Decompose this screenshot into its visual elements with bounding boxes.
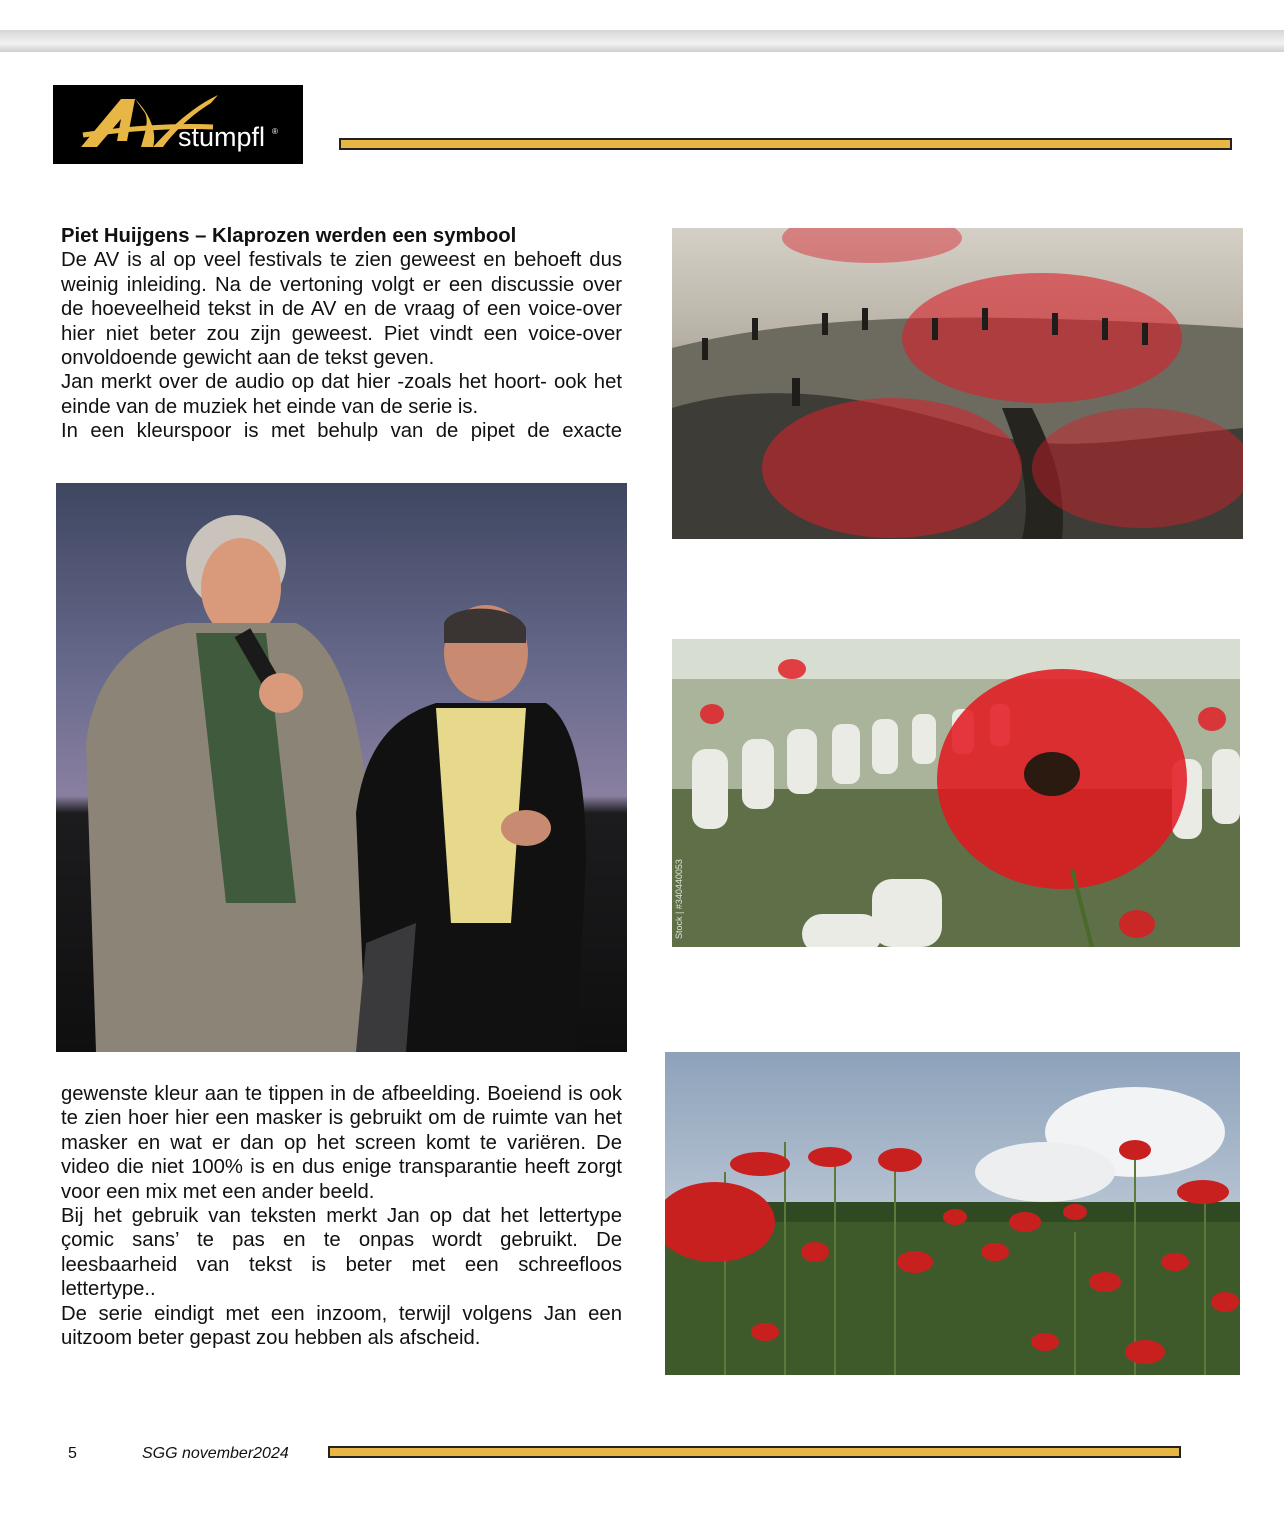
photo-war-cemetery-poppy-icon bbox=[672, 639, 1240, 947]
logo-registered-mark: ® bbox=[272, 127, 278, 136]
paragraph: De AV is al op veel festivals te zien geweest en behoeft dus weinig inleiding. Na de vertoning volgt er een discussie over de hoeveelheid tekst in de AV en de vraag of een voice-over hier niet beter zou zijn geweest. Piet vindt een voice-over onvoldoende gewicht aan de tekst geven. bbox=[61, 249, 622, 370]
photo-soldiers-trench-poppy-icon bbox=[672, 228, 1243, 539]
cemetery-poppy-photo bbox=[672, 639, 1240, 947]
paragraph: Jan merkt over de audio op dat hier -zoals het hoort- ook het einde van de muziek het einde van de serie is. bbox=[61, 371, 622, 418]
top-toolbar-strip bbox=[0, 30, 1284, 52]
trench-poppy-photo bbox=[672, 228, 1243, 539]
magazine-issue: SGG november2024 bbox=[142, 1445, 289, 1462]
article-column-2 bbox=[61, 1082, 622, 1350]
article-column-1 bbox=[61, 224, 622, 444]
logo-wordmark: stumpfl bbox=[178, 122, 266, 152]
footer-gold-rule bbox=[328, 1446, 1181, 1458]
photo-poppy-field-icon bbox=[665, 1052, 1240, 1375]
paragraph: gewenste kleur aan te tippen in de afbeelding. Boeiend is ook te zien hoer hier een masker is gebruikt om de ruimte van het masker en wat er dan op het screen komt te variëren. De video die niet 100% is en dus enige transparantie heeft zorgt voor een mix met een ander beeld. bbox=[61, 1083, 622, 1203]
header-gold-rule bbox=[339, 138, 1232, 150]
speakers-photo bbox=[56, 483, 627, 1052]
article-heading: Piet Huijgens – Klaprozen werden een symbool bbox=[61, 225, 517, 247]
paragraph: Bij het gebruik van teksten merkt Jan op dat het lettertype çomic sans’ te pas en te onpas wordt gebruikt. De leesbaarheid van tekst is beter met een schreefloos lettertype.. bbox=[61, 1205, 622, 1301]
paragraph: In een kleurspoor is met behulp van de pipet de exacte bbox=[61, 420, 622, 443]
stock-watermark: Stock | #340440053 bbox=[674, 859, 684, 939]
poppy-field-photo bbox=[665, 1052, 1240, 1375]
paragraph: De serie eindigt met een inzoom, terwijl volgens Jan een uitzoom beter gepast zou hebben als afscheid. bbox=[61, 1302, 622, 1350]
photo-two-speakers-icon bbox=[56, 483, 627, 1052]
page-number: 5 bbox=[68, 1445, 77, 1462]
